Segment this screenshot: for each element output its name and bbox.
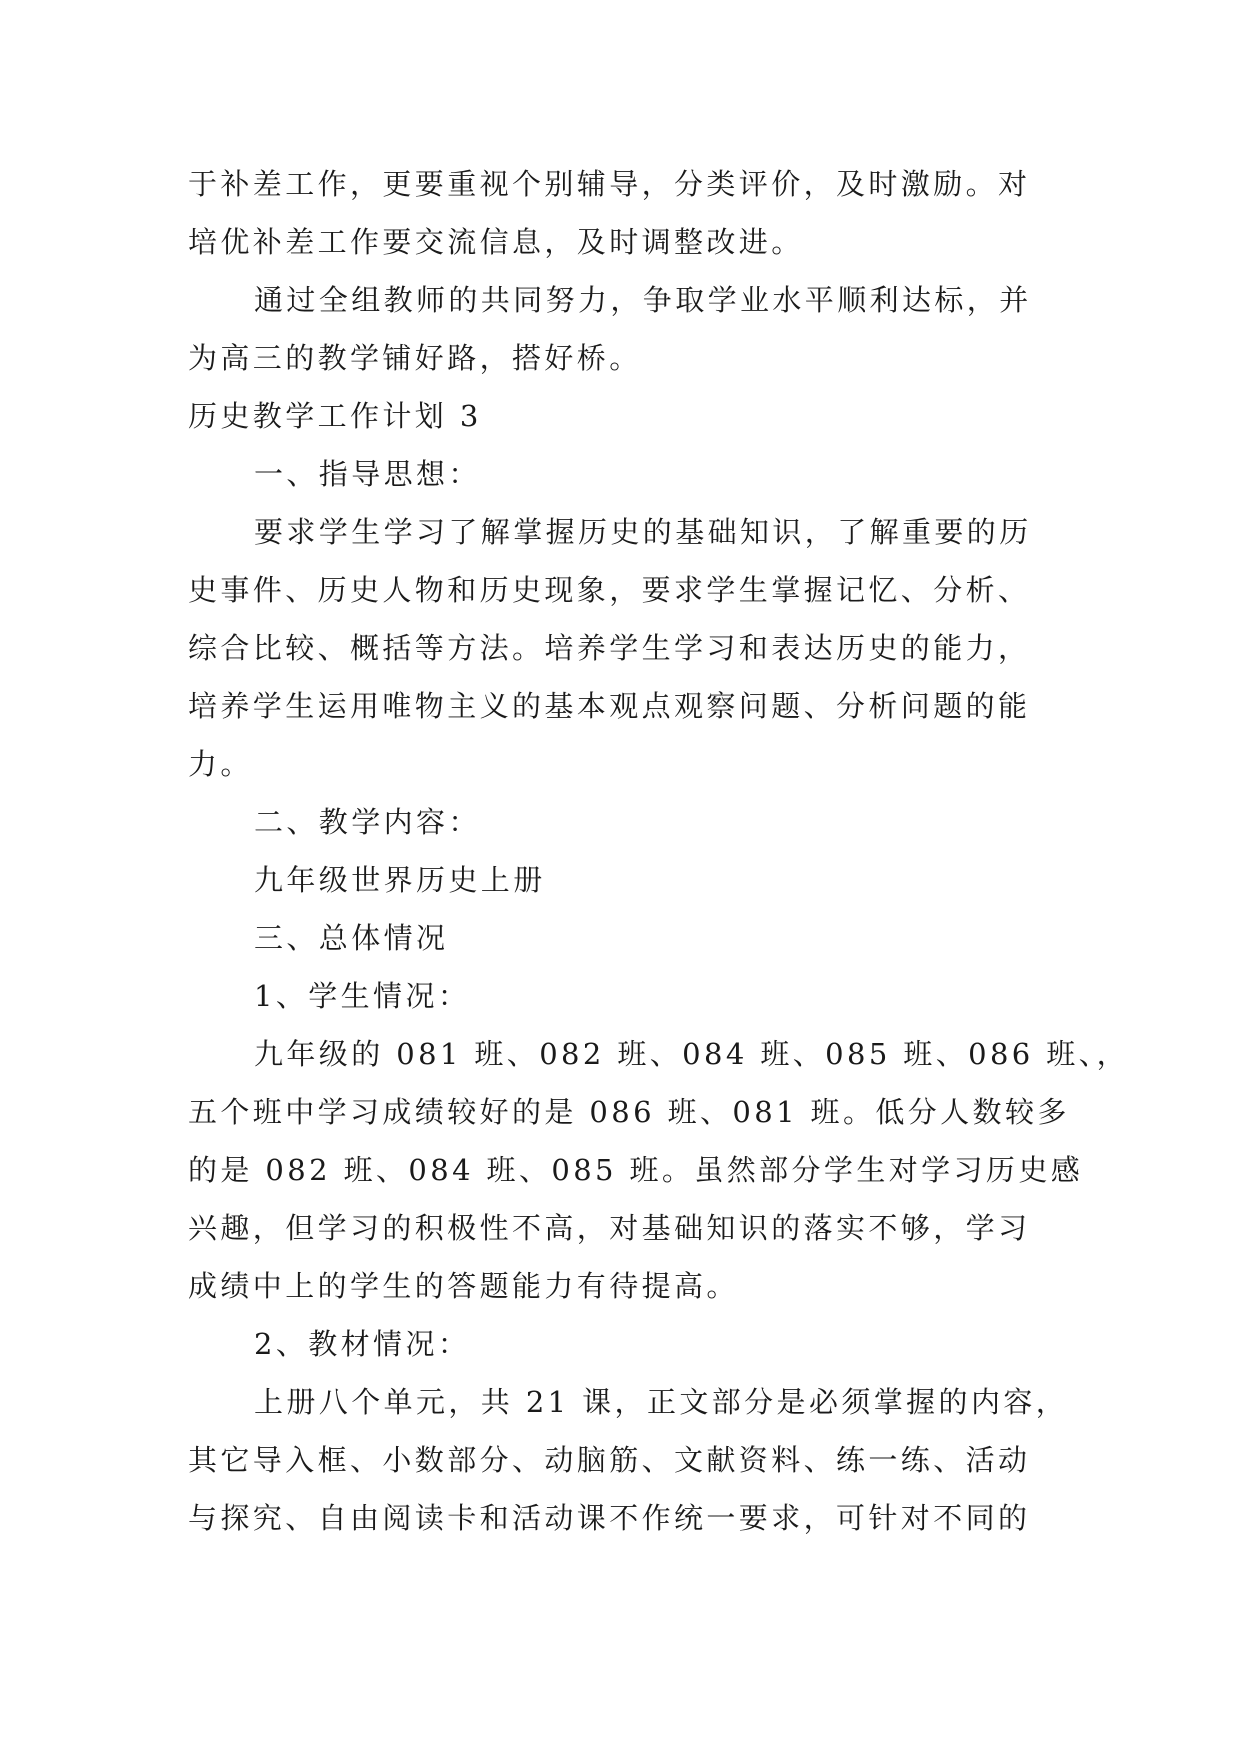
paragraph-line: 力。 xyxy=(188,747,253,781)
paragraph-line: 五个班中学习成绩较好的是 086 班、081 班。低分人数较多 xyxy=(188,1095,1070,1129)
paragraph-line: 九年级的 081 班、082 班、084 班、085 班、086 班、， xyxy=(254,1037,1129,1071)
paragraph-line: 要求学生学习了解掌握历史的基础知识，了解重要的历 xyxy=(254,515,1032,549)
paragraph-line: 通过全组教师的共同努力，争取学业水平顺利达标，并 xyxy=(254,283,1032,317)
section-heading: 二、教学内容： xyxy=(254,805,481,839)
paragraph-line: 与探究、自由阅读卡和活动课不作统一要求，可针对不同的 xyxy=(188,1501,1031,1535)
paragraph-line: 培优补差工作要交流信息，及时调整改进。 xyxy=(188,225,804,259)
paragraph-line: 于补差工作，更要重视个别辅导，分类评价，及时激励。对 xyxy=(188,167,1031,201)
paragraph-line: 综合比较、概括等方法。培养学生学习和表达历史的能力， xyxy=(188,631,1031,665)
paragraph-line: 培养学生运用唯物主义的基本观点观察问题、分析问题的能 xyxy=(188,689,1031,723)
paragraph-line: 史事件、历史人物和历史现象，要求学生掌握记忆、分析、 xyxy=(188,573,1031,607)
paragraph-line: 其它导入框、小数部分、动脑筋、文献资料、练一练、活动 xyxy=(188,1443,1031,1477)
section-heading: 三、总体情况 xyxy=(254,921,449,955)
paragraph-line: 的是 082 班、084 班、085 班。虽然部分学生对学习历史感 xyxy=(188,1153,1084,1187)
paragraph-line: 九年级世界历史上册 xyxy=(254,863,546,897)
subsection-heading: 1、学生情况： xyxy=(254,979,471,1013)
section-title: 历史教学工作计划 3 xyxy=(188,399,482,433)
subsection-heading: 2、教材情况： xyxy=(254,1327,471,1361)
paragraph-line: 上册八个单元，共 21 课，正文部分是必须掌握的内容， xyxy=(254,1385,1069,1419)
paragraph-line: 为高三的教学铺好路，搭好桥。 xyxy=(188,341,642,375)
section-heading: 一、指导思想： xyxy=(254,457,481,491)
paragraph-line: 兴趣，但学习的积极性不高，对基础知识的落实不够，学习 xyxy=(188,1211,1031,1245)
paragraph-line: 成绩中上的学生的答题能力有待提高。 xyxy=(188,1269,739,1303)
